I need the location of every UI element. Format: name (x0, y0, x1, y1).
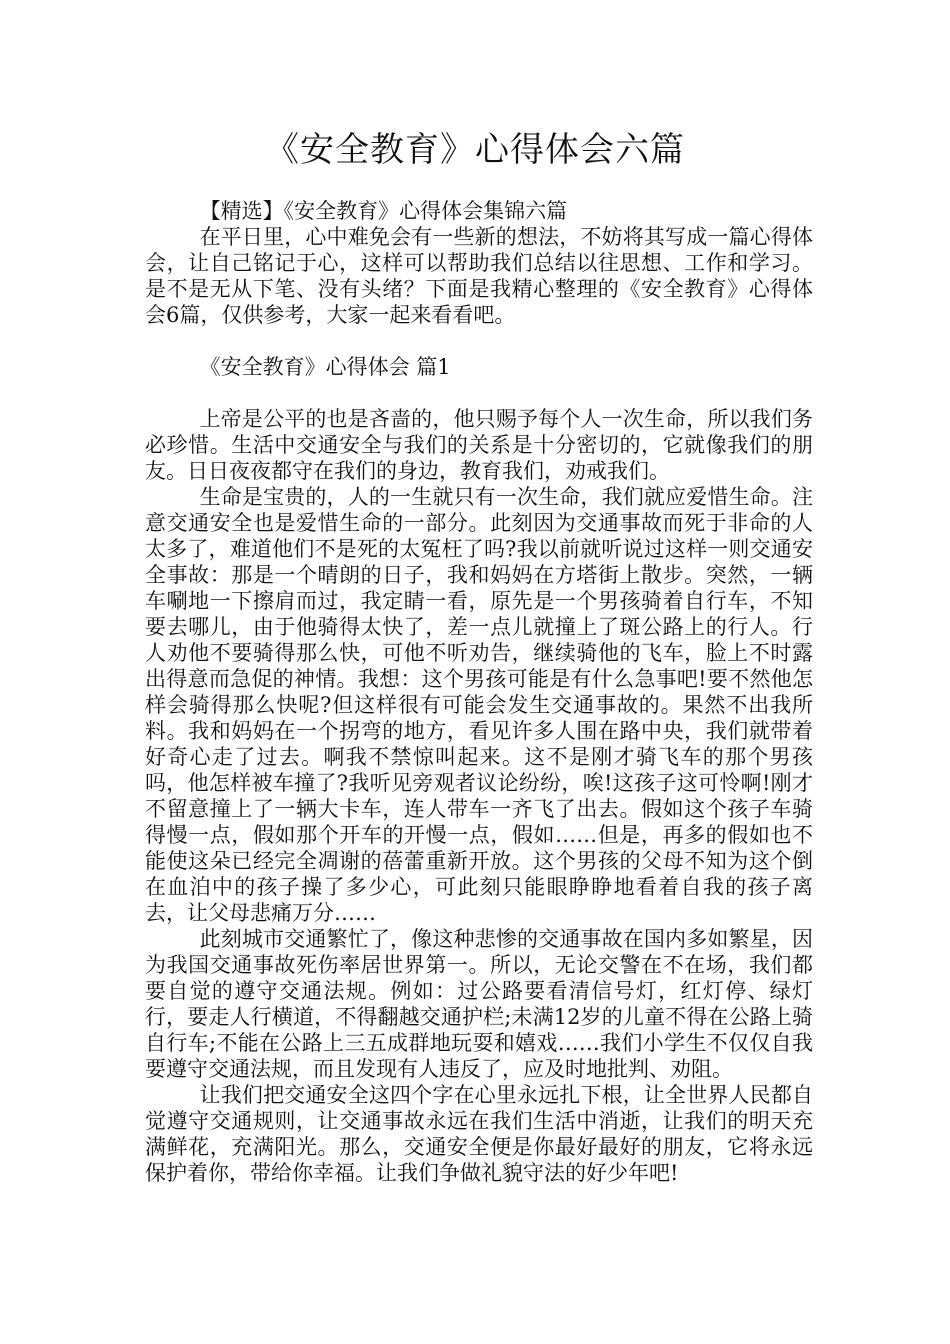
body-paragraph: 上帝是公平的也是吝啬的，他只赐予每个人一次生命，所以我们务必珍惜。生活中交通安全与我们的关系是十分密切的，它就像我们的朋友。日日夜夜都守在我们的身边，教育我们，劝戒我们。 (145, 407, 813, 483)
body-paragraph: 让我们把交通安全这四个字在心里永远扎下根，让全世界人民都自觉遵守交通规则，让交通事故永远在我们生活中消逝，让我们的明天充满鲜花，充满阳光。那么，交通安全便是你最好最好的朋友，它将永远保护着你，带给你幸福。让我们争做礼貌守法的好少年吧! (145, 1083, 813, 1185)
body-paragraph: 生命是宝贵的，人的一生就只有一次生命，我们就应爱惜生命。注意交通安全也是爱惜生命的一部分。此刻因为交通事故而死于非命的人太多了，难道他们不是死的太冤枉了吗?我以前就听说过这样一则交通安全事故：那是一个晴朗的日子，我和妈妈在方塔街上散步。突然，一辆车唰地一下擦肩而过，我定睛一看，原先是一个男孩骑着自行车，不知要去哪儿，由于他骑得太快了，差一点儿就撞上了斑公路上的行人。行人劝他不要骑得那么快，可他不听劝告，继续骑他的飞车，脸上不时露出得意而急促的神情。我想：这个男孩可能是有什么急事吧!要不然他怎样会骑得那么快呢?但这样很有可能会发生交通事故的。果然不出我所料。我和妈妈在一个拐弯的地方，看见许多人围在路中央，我们就带着好奇心走了过去。啊我不禁惊叫起来。这不是刚才骑飞车的那个男孩吗，他怎样被车撞了?我听见旁观者议论纷纷，唉!这孩子这可怜啊!刚才不留意撞上了一辆大卡车，连人带车一齐飞了出去。假如这个孩子车骑得慢一点，假如那个开车的开慢一点，假如……但是，再多的假如也不能使这朵已经完全凋谢的蓓蕾重新开放。这个男孩的父母不知为这个倒在血泊中的孩子操了多少心，可此刻只能眼睁睁地看着自我的孩子离去，让父母悲痛万分…… (145, 485, 813, 925)
intro-tag: 【精选】《安全教育》心得体会集锦六篇 (199, 199, 568, 223)
section-heading: 《安全教育》心得体会 篇1 (199, 355, 451, 379)
intro-paragraph: 在平日里，心中难免会有一些新的想法，不妨将其写成一篇心得体会，让自己铭记于心，这样可以帮助我们总结以往思想、工作和学习。是不是无从下笔、没有头绪？下面是我精心整理的《安全教育》心得体会6篇，仅供参考，大家一起来看看吧。 (145, 225, 813, 327)
document-body (145, 198, 813, 1186)
body-paragraph: 此刻城市交通繁忙了，像这种悲惨的交通事故在国内多如繁星，因为我国交通事故死伤率居世界第一。所以，无论交警在不在场，我们都要自觉的遵守交通法规。例如：过公路要看清信号灯，红灯停、绿灯行，要走人行横道，不得翻越交通护栏;未满12岁的儿童不得在公路上骑自行车;不能在公路上三五成群地玩耍和嬉戏……我们小学生不仅仅自我要遵守交通法规，而且发现有人违反了，应及时地批判、劝阻。 (145, 927, 813, 1081)
document-title: 《安全教育》心得体会六篇 (265, 130, 685, 170)
